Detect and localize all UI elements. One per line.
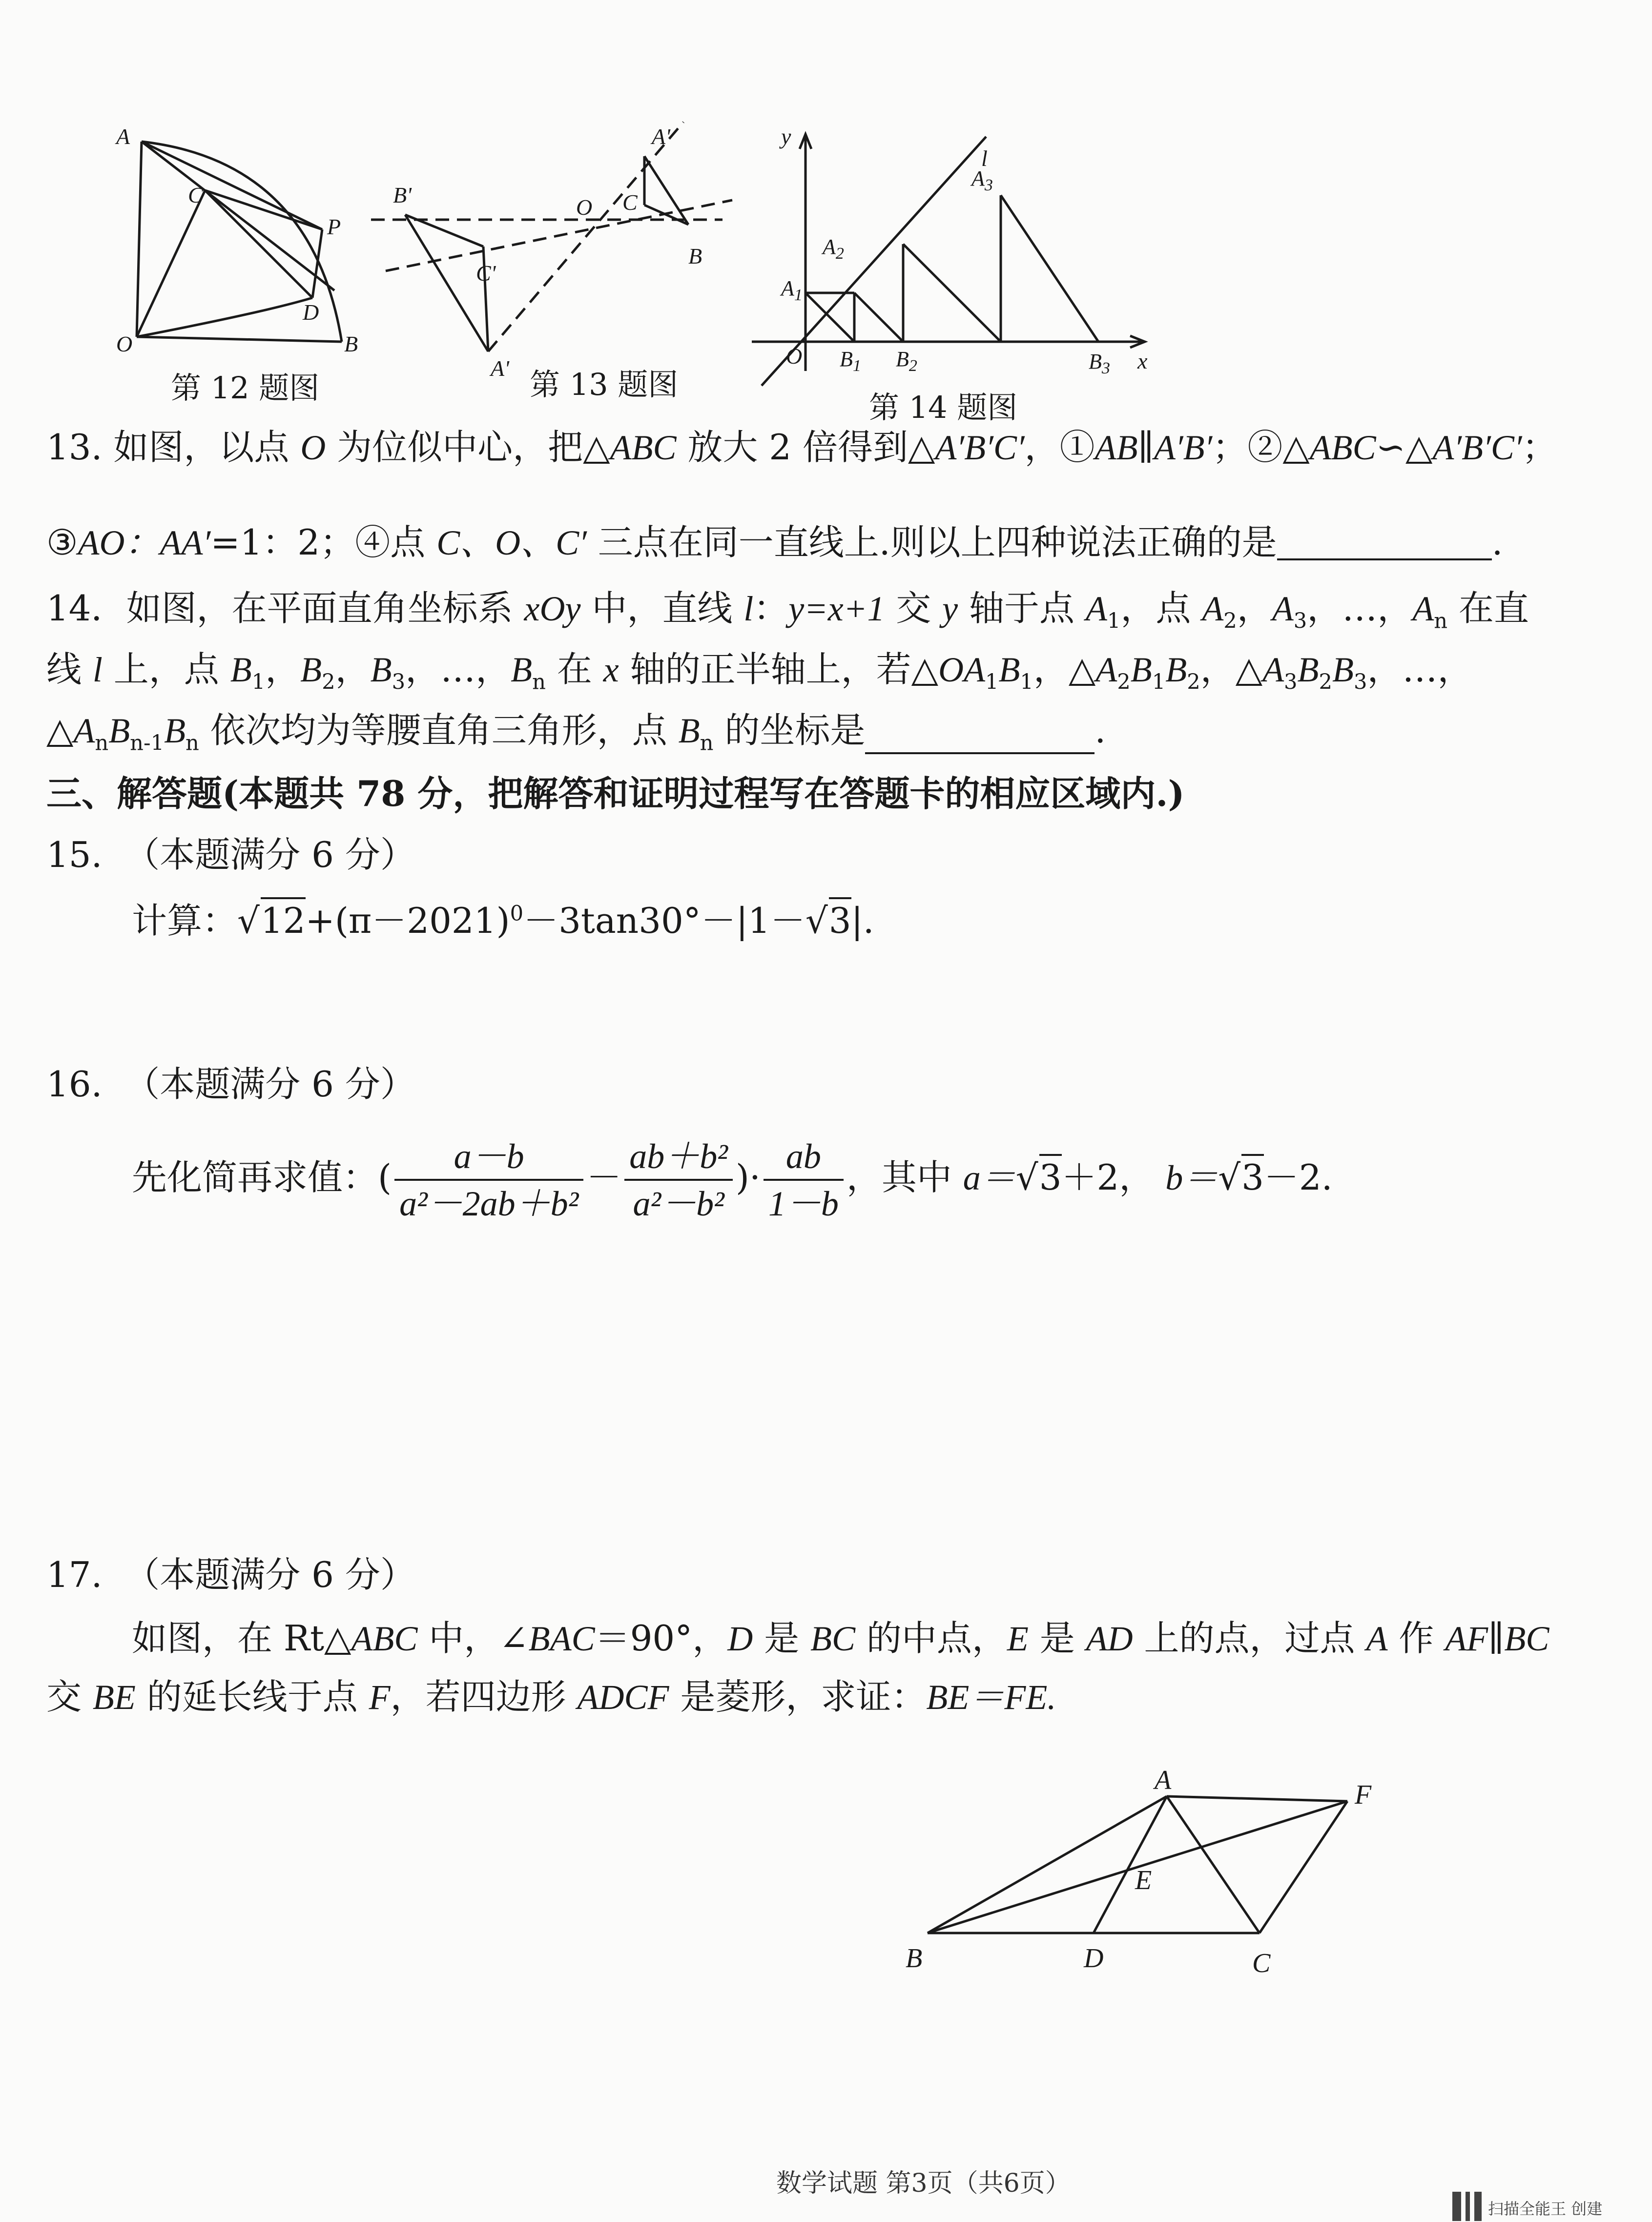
fig13-label-O: O [576,195,593,220]
fig17-label-E: E [1135,1865,1152,1895]
q13-answer-blank[interactable] [1277,525,1492,560]
fig14-label-x: x [1137,349,1148,373]
fig12-label-A: A [116,124,130,149]
q14-line-2: 线 l 上，点 $B_1$，$B_2$，$B_3$，…，$B_n$ 在 x 轴的正半轴上，若$\triangle OA_1B_1$，$\triangle A_2B_1B_2$，$\triangle A_3B_2B_3$，…， [46,649,1473,695]
q16-header: 16. （本题满分 6 分） [46,1064,415,1105]
fig12-label-B: B [344,331,358,356]
fig12-label-O: O [116,331,133,356]
fig17-label-A: A [1155,1765,1172,1795]
fig17-label-B: B [906,1943,923,1974]
fig13-label-A-prime: A' [491,356,509,381]
fig14-label-A2: $A_2$ [823,235,844,263]
figure-17 [898,1762,1416,1992]
figure-13 [371,112,742,386]
q16-expression: 先化简再求值：( $\frac{a-b}{\text{a²－2ab＋b²}}$ － $\frac{\text{ab＋b²}}{\text{a²－b²}}$ )· $\frac{ab}{1-b}$ ，其中 a＝√3＋2， b＝√3－2. [132,1137,1333,1224]
q17-line-2: 交 BE 的延长线于点 F，若四边形 ADCF 是菱形，求证：BE＝FE. [46,1676,1056,1717]
q13-line-1: 13. 如图，以点 O 为位似中心，把△ABC 放大 2 倍得到△A′B′C′，①AB∥A′B′；②△ABC∽△A′B′C′； [46,427,1557,468]
section-3-heading: 三、解答题(本题共 78 分，把解答和证明过程写在答题卡的相应区域内.) [46,773,1185,814]
fig12-label-P: P [327,214,341,239]
scanner-watermark: 扫描全能王 创建 [1488,2200,1603,2218]
q15-header: 15. （本题满分 6 分） [46,834,415,875]
qr-code-icon [1452,2192,1482,2221]
fig13-label-C: C [622,190,638,215]
fig14-label-l: l [981,146,988,171]
fig13-label-B-prime: B' [393,183,412,207]
q16-fraction-1: $\frac{a-b}{\text{a²－2ab＋b²}}$ [394,1137,583,1223]
q17-line-1: 如图，在 Rt△ABC 中，∠BAC＝90°，D 是 BC 的中点，E 是 AD 上的点，过点 A 作 AF∥BC [132,1618,1549,1659]
figure-12 [107,117,371,381]
q14-line-3: $\triangle A_nB_{n-1}B_n$ 依次均为等腰直角三角形，点 $B_n$ 的坐标是 . [46,710,1106,756]
fig14-label-A1: $A_1$ [781,276,803,304]
fig12-caption: 第 12 题图 [171,370,320,406]
fig14-label-B1: $B_1$ [840,347,861,375]
fig17-label-F: F [1355,1780,1372,1810]
fig17-label-C: C [1252,1948,1271,1978]
fig14-caption: 第 14 题图 [869,390,1018,425]
fig13-caption: 第 13 题图 [530,367,679,402]
q15-expression: 计算：$√12+(\pi-2021)^0-3\tan 30^\circ-|1-√3|$. [132,903,874,938]
fig17-label-D: D [1084,1943,1104,1974]
q17-header: 17. （本题满分 6 分） [46,1554,415,1595]
fig14-label-y: y [781,124,791,149]
q14-answer-blank[interactable] [865,719,1094,754]
q16-fraction-2: $\frac{\text{ab＋b²}}{\text{a²－b²}}$ [624,1137,733,1223]
fig14-label-B3: $B_3$ [1089,350,1110,377]
fig12-label-D: D [303,300,319,325]
q16-fraction-3: $\frac{ab}{1-b}$ [764,1137,844,1223]
fig14-label-A3: $A_3$ [971,166,993,194]
fig14-label-B2: $B_2$ [896,347,917,375]
figure-14 [742,122,1172,395]
fig14-label-O: O [786,344,803,369]
fig12-label-C: C [188,183,203,207]
fig13-label-B: B [688,244,702,268]
fig13-label-C-prime: C' [476,261,496,286]
q13-line-2: ③AO：AA′=1：2；④点 C、O、C′ 三点在同一直线上.则以上四种说法正确的是 . [46,522,1503,563]
fig13-label-A-top: A' [652,124,670,149]
q14-line-1: 14．如图，在平面直角坐标系 xOy 中，直线 l：y=x+1 交 y 轴于点 $A_1$，点 $A_2$，$A_3$，…，$A_n$ 在直 [46,588,1529,634]
page-footer: 数学试题 第3页（共6页） [776,2169,1071,2198]
